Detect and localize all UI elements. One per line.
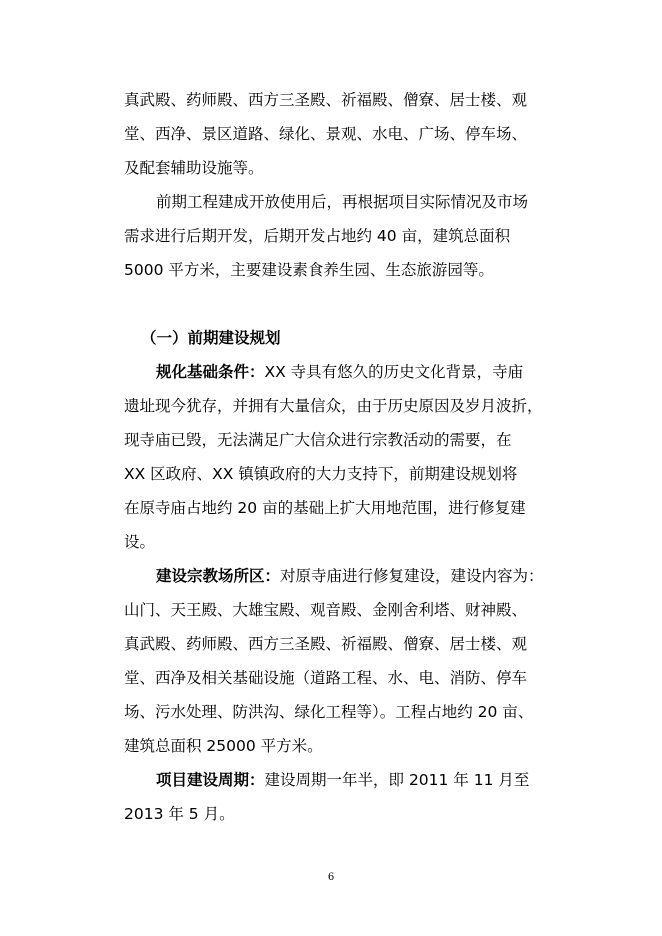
paragraph-line: 堂、西净及相关基础设施（道路工程、水、电、消防、停车: [124, 669, 528, 687]
paragraph-line: 在原寺庙占地约 20 亩的基础上扩大用地范围，进行修复建: [124, 499, 526, 517]
paragraph-line: 山门、天王殿、大雄宝殿、观音殿、金刚舍利塔、财神殿、: [124, 601, 528, 619]
paragraph-text: 建设周期一年半，即 2011 年 11 月至: [264, 771, 530, 789]
paragraph-text: 对原寺庙进行修复建设，建设内容为：: [280, 567, 544, 585]
paragraph-line: 设。: [124, 533, 156, 551]
paragraph-line: 真武殿、药师殿、西方三圣殿、祈福殿、僧寮、居士楼、观: [124, 635, 528, 653]
paragraph-text: XX 寺具有悠久的历史文化背景，寺庙: [264, 363, 524, 381]
paragraph-line: 现寺庙已毁，无法满足广大信众进行宗教活动的需要，在: [124, 431, 512, 449]
paragraph-line: 堂、西净、景区道路、绿化、景观、水电、广场、停车场、: [124, 125, 528, 143]
paragraph-line: 前期工程建成开放使用后，再根据项目实际情况及市场: [156, 193, 529, 211]
paragraph-line: [156, 566, 544, 586]
paragraph-line: 及配套辅助设施等。: [124, 159, 264, 177]
section-heading: （一）前期建设规划: [141, 329, 281, 347]
paragraph-line: [156, 362, 523, 382]
paragraph-line: 真武殿、药师殿、西方三圣殿、祈福殿、僧寮、居士楼、观: [124, 91, 528, 109]
paragraph-line: XX 区政府、XX 镇镇政府的大力支持下，前期建设规划将: [124, 465, 518, 483]
paragraph-line: 2013 年 5 月。: [124, 805, 235, 823]
paragraph-line: 场、污水处理、防洪沟、绿化工程等）。工程占地约 20 亩、: [124, 703, 534, 721]
paragraph-line: 建筑总面积 25000 平方米。: [124, 737, 323, 755]
paragraph-line: 5000 平方米，主要建设素食养生园、生态旅游园等。: [124, 261, 494, 279]
paragraph-label: 建设宗教场所区：: [156, 567, 281, 585]
paragraph-line: 遗址现今犹存，并拥有大量信众，由于历史原因及岁月波折，: [124, 397, 543, 415]
paragraph-label: 项目建设周期：: [156, 771, 265, 789]
page-number: 6: [327, 872, 335, 883]
paragraph-line: 需求进行后期开发，后期开发占地约 40 亩，建筑总面积: [124, 227, 511, 245]
paragraph-line: [156, 770, 529, 790]
paragraph-label: 规化基础条件：: [156, 363, 265, 381]
